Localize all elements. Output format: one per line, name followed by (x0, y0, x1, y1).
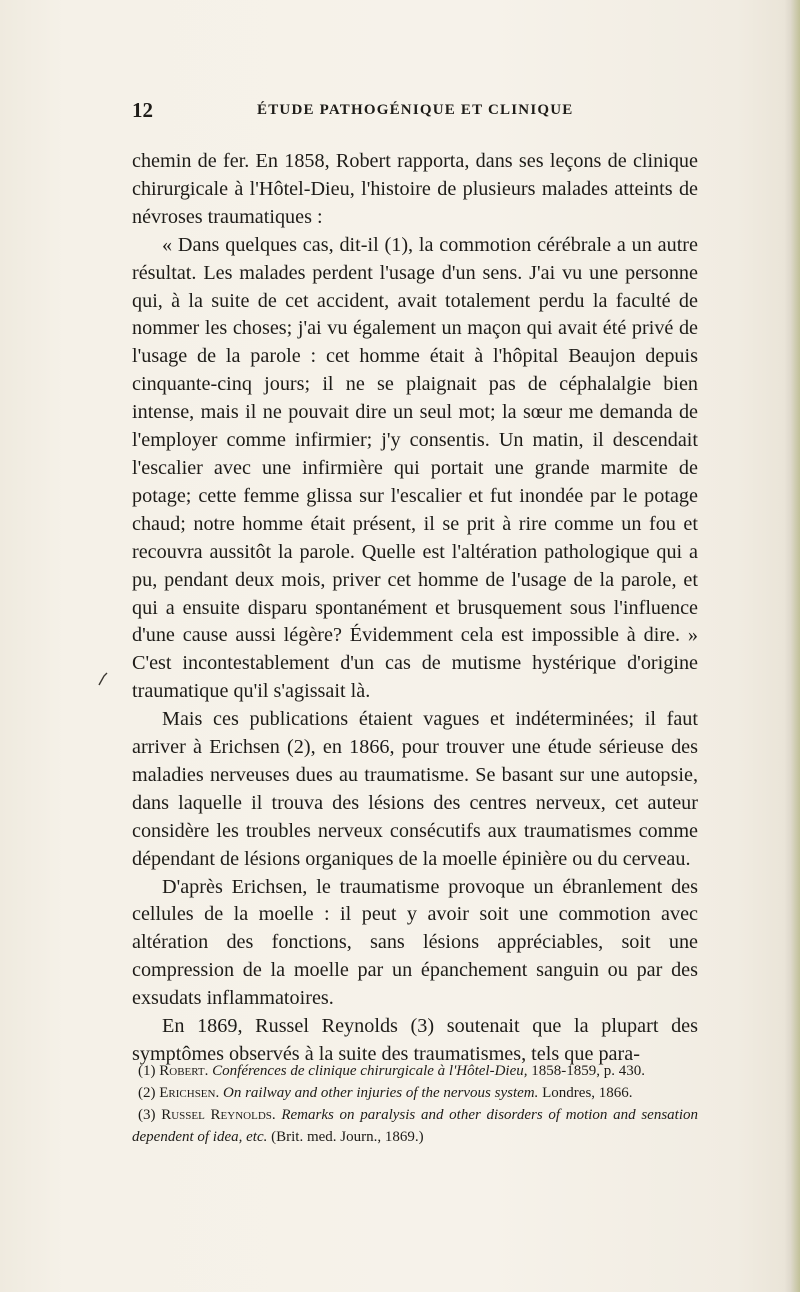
footnote-title: Remarks on paralysis and other disorders of motion and sensation dependent of idea, etc. (132, 1107, 699, 1145)
footnote-author: Erichsen. (159, 1085, 220, 1101)
footnote-details: 1858-1859, p. 430. (531, 1063, 646, 1079)
body-text (132, 148, 698, 1069)
footnote-title: Conférences de clinique chirurgicale à l'Hôtel-Dieu, (212, 1063, 528, 1079)
footnote-author: Robert. (159, 1063, 209, 1079)
footnote-marker: (3) (138, 1107, 156, 1123)
page-number: 12 (132, 98, 153, 122)
paragraph-1: chemin de fer. En 1858, Robert rapporta, dans ses leçons de clinique chirurgicale à l'Hôtel-Dieu, l'histoire de plusieurs malades atteints de névroses traumatiques : (132, 150, 698, 228)
footnote-title: On railway and other injuries of the nervous system. (222, 1085, 539, 1101)
footnote-marker: (1) (138, 1063, 156, 1079)
footnote-details: (Brit. med. Journ., 1869.) (271, 1129, 424, 1145)
running-title: ÉTUDE PATHOGÉNIQUE ET CLINIQUE (257, 102, 574, 118)
footnote-marker: (2) (138, 1085, 156, 1101)
footnote-1 (132, 1060, 698, 1082)
paragraph-3: Mais ces publications étaient vagues et indéterminées; il faut arriver à Erichsen (2), en 1866, pour trouver une étude sérieuse des maladies nerveuses dues au traumatisme. Se basant sur une autopsie, dans laquelle il trouva des lésions des centres nerveux, cet auteur considère les troubles nerveux consécutifs aux traumatismes comme dépendant de lésions organiques de la moelle épinière ou du cerveau. (132, 708, 698, 870)
margin-mark-icon (98, 672, 108, 686)
footnote-3 (132, 1104, 698, 1148)
paragraph-2: « Dans quelques cas, dit-il (1), la commotion cérébrale a un autre résultat. Les malades perdent l'usage d'un sens. J'ai vu une personne qui, à la suite de cet accident, avait totalement perdu la faculté de nommer les choses; j'ai vu également un maçon qui avait été privé de l'usage de la parole : cet homme était à l'hôpital Beaujon depuis cinquante-cinq jours; il ne se plaignait pas de céphalalgie bien intense, mais il ne pouvait dire un seul mot; la sœur me demanda de l'employer comme infirmier; j'y consentis. Un matin, il descendait l'escalier avec une infirmière qui portait une grande marmite de potage; cette femme glissa sur l'escalier et fut inondée par le potage chaud; notre homme était présent, il se prit à rire comme un fou et recouvra aussitôt la parole. Quelle est l'altération pathologique qui a pu, pendant deux mois, priver cet homme de l'usage de la parole, et qui a ensuite disparu spontanément et brusquement sous l'influence d'une cause aussi légère? Évidemment cela est impossible à dire. » C'est incontestablement d'un cas de mutisme hystérique d'origine traumatique qu'il s'agissait là. (132, 233, 698, 703)
footnote-details: Londres, 1866. (542, 1085, 633, 1101)
page-edge-shadow (784, 0, 800, 1292)
page-header (132, 98, 698, 126)
footnote-2 (132, 1082, 698, 1104)
footnote-author: Russel Reynolds. (161, 1107, 276, 1123)
footnotes (132, 1060, 698, 1148)
paragraph-4: D'après Erichsen, le traumatisme provoque un ébranlement des cellules de la moelle : il peut y avoir soit une commotion avec altération des fonctions, sans lésions appréciables, soit une compression de la moelle par un épanchement sanguin ou par des exsudats inflammatoires. (132, 875, 698, 1010)
paragraph-5: En 1869, Russel Reynolds (3) soutenait que la plupart des symptômes observés à la suite des traumatismes, tels que para- (132, 1015, 698, 1065)
